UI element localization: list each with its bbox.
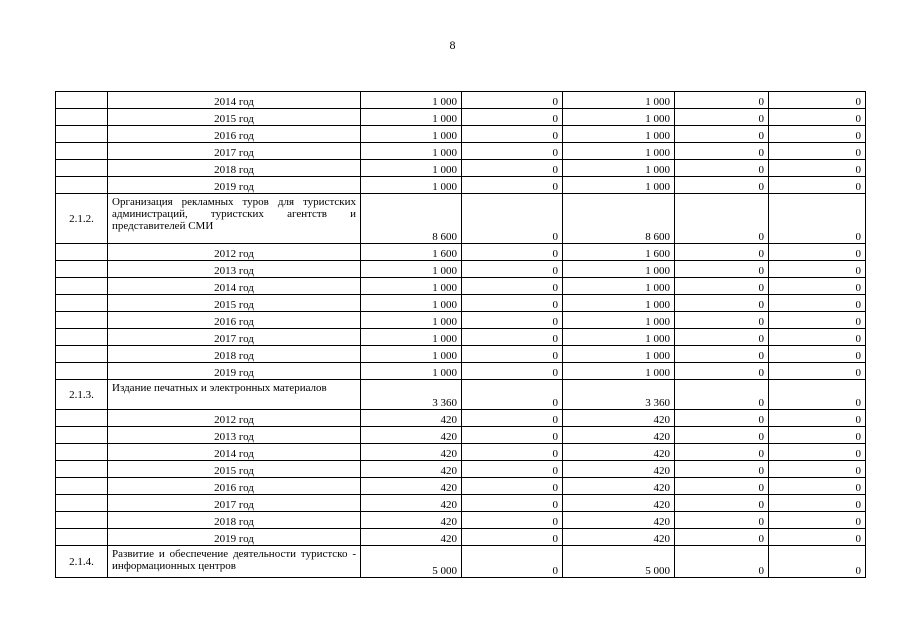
cell-code: 2.1.3. <box>56 380 108 410</box>
cell-value-4: 0 <box>675 194 769 244</box>
cell-value-2: 0 <box>462 295 563 312</box>
cell-year: 2014 год <box>108 444 361 461</box>
cell-value-5: 0 <box>769 194 866 244</box>
cell-value-5: 0 <box>769 495 866 512</box>
table-row-year <box>56 143 866 160</box>
table-row-year <box>56 529 866 546</box>
cell-value-2: 0 <box>462 109 563 126</box>
cell-value-3: 420 <box>563 410 675 427</box>
cell-value-5: 0 <box>769 329 866 346</box>
cell-value-5: 0 <box>769 109 866 126</box>
table-row-activity <box>56 546 866 578</box>
cell-value-5: 0 <box>769 478 866 495</box>
cell-value-3: 420 <box>563 495 675 512</box>
cell-code <box>56 495 108 512</box>
cell-year: 2015 год <box>108 461 361 478</box>
cell-code <box>56 244 108 261</box>
cell-value-4: 0 <box>675 546 769 578</box>
table-row-year <box>56 478 866 495</box>
cell-value-1: 1 000 <box>361 177 462 194</box>
cell-value-1: 1 000 <box>361 295 462 312</box>
cell-year: 2016 год <box>108 126 361 143</box>
cell-value-3: 420 <box>563 461 675 478</box>
cell-code: 2.1.4. <box>56 546 108 578</box>
cell-value-5: 0 <box>769 261 866 278</box>
cell-year: 2018 год <box>108 512 361 529</box>
cell-value-4: 0 <box>675 143 769 160</box>
cell-code <box>56 261 108 278</box>
cell-value-2: 0 <box>462 546 563 578</box>
cell-value-3: 1 000 <box>563 126 675 143</box>
cell-value-1: 1 000 <box>361 278 462 295</box>
cell-year: 2017 год <box>108 329 361 346</box>
cell-code <box>56 363 108 380</box>
cell-value-5: 0 <box>769 363 866 380</box>
cell-value-4: 0 <box>675 478 769 495</box>
cell-value-1: 1 000 <box>361 92 462 109</box>
cell-value-1: 1 000 <box>361 363 462 380</box>
cell-value-5: 0 <box>769 92 866 109</box>
table-row-activity <box>56 380 866 410</box>
cell-value-4: 0 <box>675 160 769 177</box>
cell-value-5: 0 <box>769 126 866 143</box>
cell-year: 2017 год <box>108 495 361 512</box>
cell-value-2: 0 <box>462 244 563 261</box>
cell-value-5: 0 <box>769 444 866 461</box>
cell-value-2: 0 <box>462 194 563 244</box>
table-row-activity <box>56 194 866 244</box>
cell-value-4: 0 <box>675 177 769 194</box>
table-row-year <box>56 312 866 329</box>
table-row-year <box>56 109 866 126</box>
table-row-year <box>56 261 866 278</box>
cell-code <box>56 461 108 478</box>
cell-value-5: 0 <box>769 244 866 261</box>
cell-year: 2013 год <box>108 261 361 278</box>
cell-value-2: 0 <box>462 126 563 143</box>
cell-value-4: 0 <box>675 329 769 346</box>
cell-value-4: 0 <box>675 380 769 410</box>
cell-value-4: 0 <box>675 295 769 312</box>
cell-value-1: 8 600 <box>361 194 462 244</box>
cell-value-2: 0 <box>462 346 563 363</box>
table-row-year <box>56 329 866 346</box>
cell-value-2: 0 <box>462 512 563 529</box>
cell-value-4: 0 <box>675 244 769 261</box>
cell-value-5: 0 <box>769 160 866 177</box>
cell-value-2: 0 <box>462 160 563 177</box>
cell-code <box>56 295 108 312</box>
table-row-year <box>56 278 866 295</box>
cell-year: 2019 год <box>108 529 361 546</box>
cell-code <box>56 92 108 109</box>
cell-value-2: 0 <box>462 143 563 160</box>
cell-activity-name: Организация рекламных туров для туристских администраций, туристских агентств и представителей СМИ <box>108 194 361 244</box>
cell-code <box>56 427 108 444</box>
cell-value-4: 0 <box>675 512 769 529</box>
cell-value-1: 420 <box>361 410 462 427</box>
cell-value-3: 1 000 <box>563 261 675 278</box>
cell-value-5: 0 <box>769 177 866 194</box>
table-row-year <box>56 295 866 312</box>
cell-value-5: 0 <box>769 410 866 427</box>
cell-value-3: 8 600 <box>563 194 675 244</box>
cell-value-3: 1 000 <box>563 295 675 312</box>
cell-year: 2015 год <box>108 295 361 312</box>
cell-year: 2014 год <box>108 92 361 109</box>
cell-value-3: 1 000 <box>563 92 675 109</box>
cell-value-1: 1 000 <box>361 143 462 160</box>
cell-value-1: 1 000 <box>361 160 462 177</box>
cell-value-4: 0 <box>675 461 769 478</box>
cell-value-2: 0 <box>462 329 563 346</box>
cell-value-3: 1 000 <box>563 312 675 329</box>
cell-code <box>56 329 108 346</box>
cell-value-1: 1 000 <box>361 109 462 126</box>
cell-code <box>56 346 108 363</box>
cell-value-2: 0 <box>462 278 563 295</box>
cell-value-3: 1 000 <box>563 143 675 160</box>
cell-activity-name: Развитие и обеспечение деятельности туристско - информационных центров <box>108 546 361 578</box>
cell-value-4: 0 <box>675 529 769 546</box>
table-row-year <box>56 410 866 427</box>
cell-value-5: 0 <box>769 346 866 363</box>
cell-code <box>56 177 108 194</box>
cell-value-3: 3 360 <box>563 380 675 410</box>
cell-year: 2018 год <box>108 346 361 363</box>
cell-value-5: 0 <box>769 461 866 478</box>
cell-code <box>56 312 108 329</box>
table-row-year <box>56 512 866 529</box>
table-row-year <box>56 346 866 363</box>
cell-year: 2014 год <box>108 278 361 295</box>
table-row-year <box>56 427 866 444</box>
cell-value-4: 0 <box>675 495 769 512</box>
cell-value-1: 420 <box>361 444 462 461</box>
cell-value-2: 0 <box>462 177 563 194</box>
cell-value-2: 0 <box>462 92 563 109</box>
table-row-year <box>56 461 866 478</box>
cell-code: 2.1.2. <box>56 194 108 244</box>
cell-value-1: 1 000 <box>361 261 462 278</box>
table-row-year <box>56 495 866 512</box>
cell-year: 2013 год <box>108 427 361 444</box>
cell-activity-name: Издание печатных и электронных материалов <box>108 380 361 410</box>
table-row-year <box>56 444 866 461</box>
cell-year: 2012 год <box>108 244 361 261</box>
cell-value-5: 0 <box>769 512 866 529</box>
cell-value-4: 0 <box>675 410 769 427</box>
cell-value-1: 420 <box>361 478 462 495</box>
cell-value-2: 0 <box>462 363 563 380</box>
cell-value-2: 0 <box>462 261 563 278</box>
table-row-year <box>56 92 866 109</box>
cell-value-1: 3 360 <box>361 380 462 410</box>
cell-code <box>56 109 108 126</box>
cell-value-3: 420 <box>563 444 675 461</box>
cell-value-1: 420 <box>361 495 462 512</box>
cell-value-4: 0 <box>675 261 769 278</box>
cell-year: 2016 год <box>108 312 361 329</box>
cell-value-5: 0 <box>769 295 866 312</box>
cell-value-2: 0 <box>462 495 563 512</box>
cell-value-2: 0 <box>462 444 563 461</box>
budget-table <box>55 91 866 578</box>
cell-code <box>56 410 108 427</box>
cell-value-1: 1 000 <box>361 329 462 346</box>
cell-value-1: 1 000 <box>361 346 462 363</box>
cell-value-1: 1 000 <box>361 126 462 143</box>
table-row-year <box>56 160 866 177</box>
cell-year: 2019 год <box>108 363 361 380</box>
table-body <box>56 92 866 578</box>
cell-value-1: 420 <box>361 529 462 546</box>
cell-value-1: 1 600 <box>361 244 462 261</box>
cell-code <box>56 512 108 529</box>
cell-value-3: 1 000 <box>563 177 675 194</box>
cell-value-1: 420 <box>361 512 462 529</box>
cell-code <box>56 278 108 295</box>
cell-code <box>56 143 108 160</box>
cell-value-3: 1 000 <box>563 160 675 177</box>
cell-value-2: 0 <box>462 380 563 410</box>
cell-value-5: 0 <box>769 380 866 410</box>
cell-year: 2019 год <box>108 177 361 194</box>
cell-value-2: 0 <box>462 529 563 546</box>
cell-value-4: 0 <box>675 92 769 109</box>
cell-value-3: 1 000 <box>563 278 675 295</box>
cell-value-3: 1 000 <box>563 109 675 126</box>
cell-value-4: 0 <box>675 427 769 444</box>
page-number: 8 <box>449 38 456 52</box>
cell-value-5: 0 <box>769 143 866 160</box>
cell-value-1: 5 000 <box>361 546 462 578</box>
cell-value-4: 0 <box>675 109 769 126</box>
cell-value-3: 420 <box>563 529 675 546</box>
cell-value-3: 420 <box>563 427 675 444</box>
cell-value-3: 1 600 <box>563 244 675 261</box>
table-row-year <box>56 363 866 380</box>
cell-value-4: 0 <box>675 126 769 143</box>
table-row-year <box>56 177 866 194</box>
cell-code <box>56 444 108 461</box>
cell-value-3: 5 000 <box>563 546 675 578</box>
cell-year: 2012 год <box>108 410 361 427</box>
cell-value-5: 0 <box>769 312 866 329</box>
cell-value-3: 1 000 <box>563 329 675 346</box>
table-row-year <box>56 126 866 143</box>
cell-code <box>56 478 108 495</box>
cell-value-2: 0 <box>462 478 563 495</box>
cell-code <box>56 529 108 546</box>
cell-value-1: 1 000 <box>361 312 462 329</box>
cell-year: 2018 год <box>108 160 361 177</box>
cell-year: 2016 год <box>108 478 361 495</box>
cell-value-5: 0 <box>769 427 866 444</box>
cell-value-3: 420 <box>563 512 675 529</box>
cell-year: 2015 год <box>108 109 361 126</box>
cell-value-2: 0 <box>462 461 563 478</box>
cell-year: 2017 год <box>108 143 361 160</box>
cell-value-1: 420 <box>361 427 462 444</box>
cell-value-2: 0 <box>462 427 563 444</box>
cell-value-1: 420 <box>361 461 462 478</box>
cell-value-5: 0 <box>769 278 866 295</box>
cell-code <box>56 160 108 177</box>
cell-value-3: 420 <box>563 478 675 495</box>
cell-value-5: 0 <box>769 546 866 578</box>
cell-value-3: 1 000 <box>563 363 675 380</box>
cell-value-4: 0 <box>675 363 769 380</box>
cell-value-4: 0 <box>675 444 769 461</box>
cell-value-4: 0 <box>675 278 769 295</box>
table-row-year <box>56 244 866 261</box>
cell-value-4: 0 <box>675 312 769 329</box>
cell-code <box>56 126 108 143</box>
cell-value-5: 0 <box>769 529 866 546</box>
cell-value-2: 0 <box>462 312 563 329</box>
cell-value-3: 1 000 <box>563 346 675 363</box>
cell-value-2: 0 <box>462 410 563 427</box>
cell-value-4: 0 <box>675 346 769 363</box>
